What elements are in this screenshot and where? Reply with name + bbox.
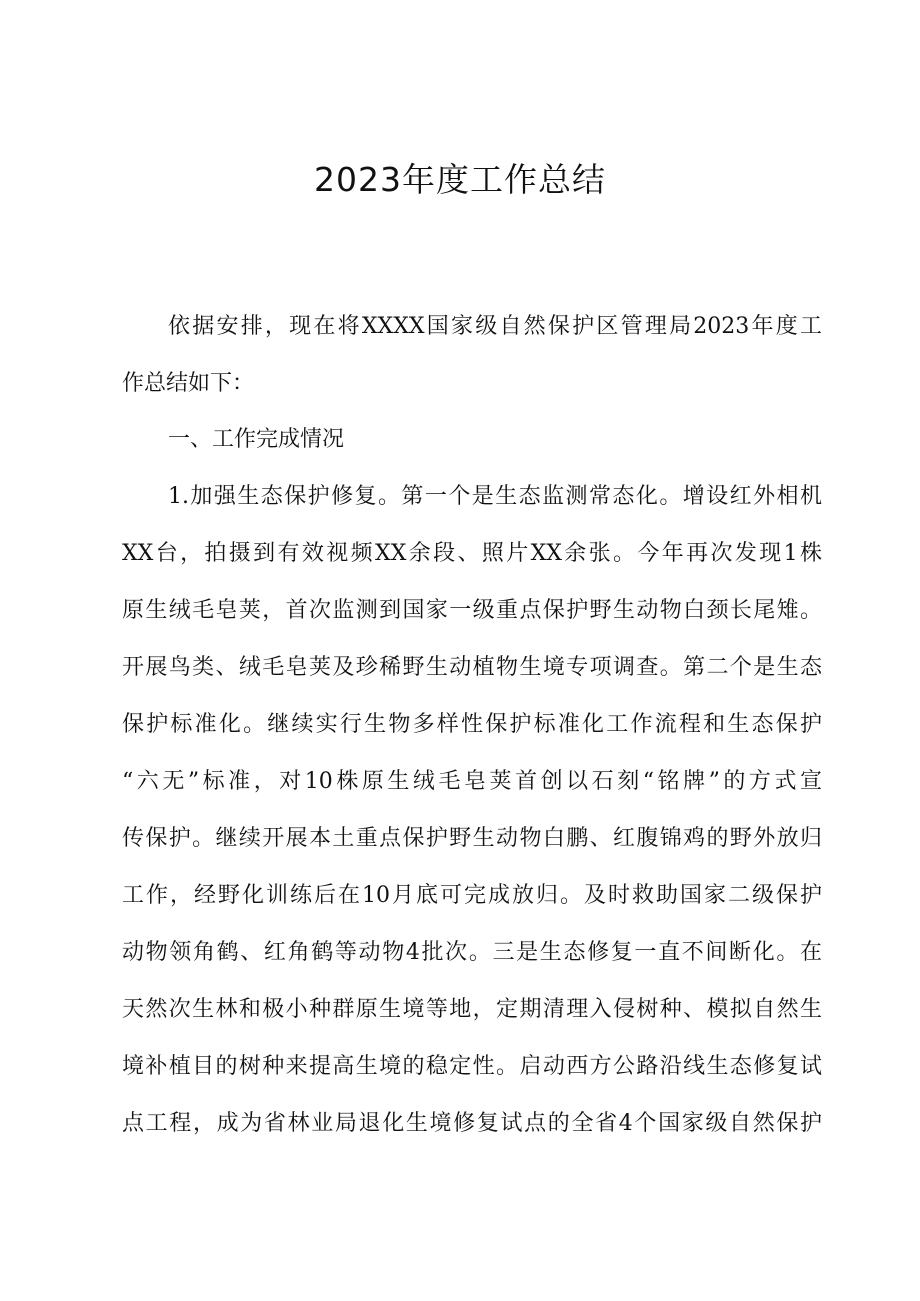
paragraph-line: 开展鸟类、绒毛皂荚及珍稀野生动植物生境专项调查。第二个是生态: [122, 655, 822, 680]
paragraph-line: 原生绒毛皂荚，首次监测到国家一级重点保护野生动物白颈长尾雉。: [122, 598, 822, 623]
intro-line-2: 作总结如下：: [122, 371, 255, 396]
paragraph-line: 境补植目的树种来提高生境的稳定性。启动西方公路沿线生态修复试: [122, 1054, 822, 1079]
paragraph-line: 保护标准化。继续实行生物多样性保护标准化工作流程和生态保护: [122, 712, 822, 737]
paragraph-line: 点工程，成为省林业局退化生境修复试点的全省4个国家级自然保护: [122, 1111, 822, 1136]
paragraph-line: 天然次生林和极小种群原生境等地，定期清理入侵树种、模拟自然生: [122, 997, 822, 1022]
paragraph-line: 传保护。继续开展本土重点保护野生动物白鹏、红腹锦鸡的野外放归: [122, 826, 822, 851]
intro-line-1: 依据安排，现在将XXXX国家级自然保护区管理局2023年度工: [168, 314, 822, 339]
section-heading: 一、工作完成情况: [168, 427, 345, 452]
paragraph-line: 1.加强生态保护修复。第一个是生态监测常态化。增设红外相机: [168, 484, 822, 509]
document-title: 2023年度工作总结: [314, 160, 606, 199]
paragraph-line: 动物领角鹤、红角鹤等动物4批次。三是生态修复一直不间断化。在: [122, 940, 822, 965]
paragraph-line: 工作，经野化训练后在10月底可完成放归。及时救助国家二级保护: [122, 883, 822, 908]
paragraph-line: “六无”标准，对10株原生绒毛皂荚首创以石刻“铭牌”的方式宣: [122, 769, 822, 794]
paragraph-line: XX台，拍摄到有效视频XX余段、照片XX余张。今年再次发现1株: [122, 541, 822, 566]
